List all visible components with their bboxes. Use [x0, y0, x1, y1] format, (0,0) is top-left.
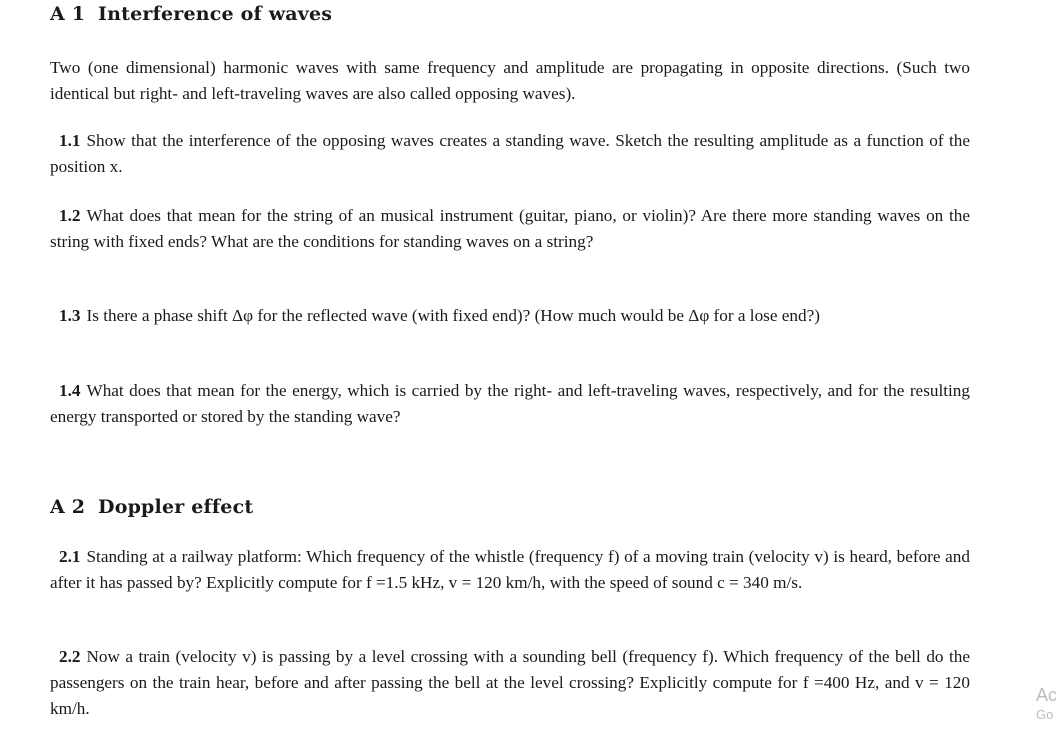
section-1-intro	[50, 55, 970, 107]
question-number: 2.2	[59, 647, 81, 666]
question-text: What does that mean for the string of an musical instrument (guitar, piano, or violin)? Are there more standing waves on the string with fixed ends? What are the conditions for standing waves on a string?	[50, 206, 970, 251]
watermark-line-2: Go	[1035, 707, 1054, 722]
question-1-4	[50, 378, 970, 430]
question-2-1	[50, 544, 970, 596]
intro-paragraph: Two (one dimensional) harmonic waves with same frequency and amplitude are propagating in opposite directions. (Such two identical but right- and left-traveling waves are also called opposing waves).	[50, 58, 970, 103]
question-number: 1.2	[59, 206, 81, 225]
question-number: 2.1	[59, 547, 81, 566]
question-1-1	[50, 128, 970, 180]
question-number: 1.1	[59, 131, 81, 150]
question-text: Show that the interference of the opposing waves creates a standing wave. Sketch the resulting amplitude as a function of the position x.	[50, 131, 970, 176]
watermark-line-1: Ac	[1035, 685, 1057, 705]
activation-watermark	[1036, 684, 1057, 724]
section-1-title: Interference of waves	[98, 3, 333, 25]
question-text: Is there a phase shift Δφ for the reflected wave (with fixed end)? (How much would be Δφ for a lose end?)	[86, 306, 820, 325]
question-2-2	[50, 644, 970, 722]
question-1-3	[50, 303, 970, 329]
question-text: What does that mean for the energy, which is carried by the right- and left-traveling waves, respectively, and for the resulting energy transported or stored by the standing wave?	[50, 381, 970, 426]
question-number: 1.4	[59, 381, 81, 400]
question-1-2	[50, 203, 970, 255]
section-2-heading	[50, 496, 253, 518]
section-2-title: Doppler effect	[98, 496, 254, 518]
question-text: Now a train (velocity v) is passing by a level crossing with a sounding bell (frequency f). Which frequency of the bell do the passengers on the train hear, before and after passing the bell at the level crossing? Explicitly compute for f =400 Hz, and v = 120 km/h.	[50, 647, 970, 718]
section-2-number: A 2	[50, 496, 86, 518]
question-text: Standing at a railway platform: Which frequency of the whistle (frequency f) of a moving train (velocity v) is heard, before and after it has passed by? Explicitly compute for f =1.5 kHz, v = 120 km/h, with the speed of sound c = 340 m/s.	[50, 547, 970, 592]
section-1-number: A 1	[50, 3, 86, 25]
question-number: 1.3	[59, 306, 81, 325]
section-1-heading	[50, 3, 332, 25]
